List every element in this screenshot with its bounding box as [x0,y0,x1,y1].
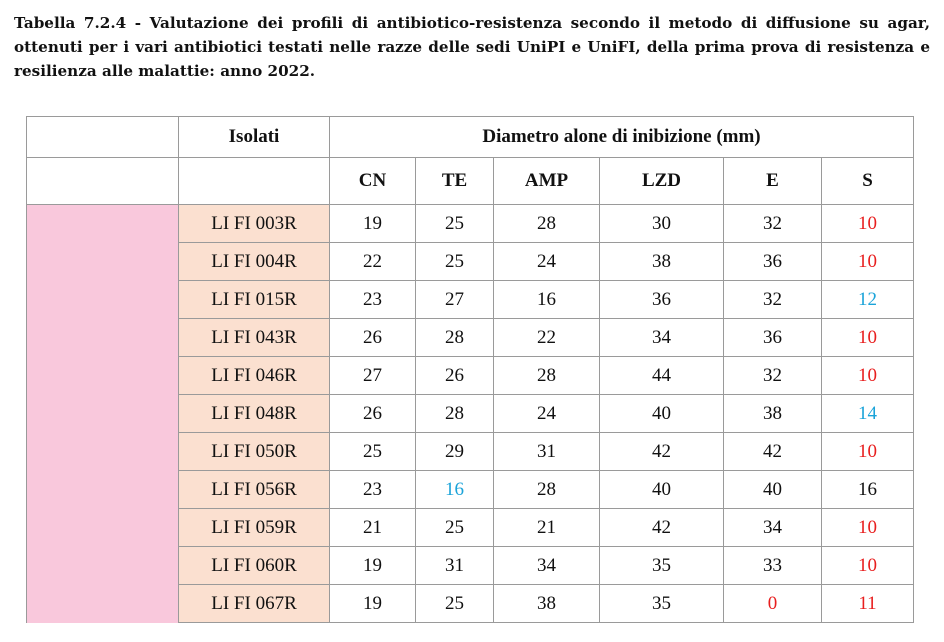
value-cell: 31 [416,547,494,585]
value-cell-resistant: 0 [724,585,822,623]
value-cell-resistant: 10 [822,205,914,243]
value-cell: 19 [330,585,416,623]
value-cell: 25 [416,509,494,547]
value-cell: 32 [724,357,822,395]
antibiotic-resistance-table [26,116,914,623]
value-cell: 23 [330,471,416,509]
value-cell: 28 [494,357,600,395]
value-cell: 36 [724,243,822,281]
corner-cell [27,117,179,158]
value-cell-resistant: 10 [822,433,914,471]
value-cell-intermediate: 12 [822,281,914,319]
value-cell: 25 [416,585,494,623]
value-cell: 27 [330,357,416,395]
value-cell: 16 [822,471,914,509]
header-row-1 [27,117,914,158]
value-cell: 34 [494,547,600,585]
isolate-cell: LI FI 043R [179,319,330,357]
value-cell: 19 [330,547,416,585]
value-cell: 40 [600,471,724,509]
value-cell: 36 [724,319,822,357]
value-cell-intermediate: 14 [822,395,914,433]
value-cell: 42 [724,433,822,471]
value-cell: 42 [600,433,724,471]
value-cell: 28 [416,319,494,357]
value-cell: 32 [724,205,822,243]
value-cell: 26 [416,357,494,395]
value-cell: 24 [494,243,600,281]
value-cell: 28 [494,205,600,243]
value-cell: 29 [416,433,494,471]
isolate-cell: LI FI 046R [179,357,330,395]
value-cell: 38 [724,395,822,433]
antibiotic-header: AMP [494,158,600,205]
value-cell: 28 [416,395,494,433]
isolati-header: Isolati [179,117,330,158]
antibiotic-header: CN [330,158,416,205]
value-cell-resistant: 10 [822,357,914,395]
value-cell: 34 [724,509,822,547]
value-cell: 42 [600,509,724,547]
isolate-cell: LI FI 015R [179,281,330,319]
corner-cell-2 [27,158,179,205]
value-cell: 21 [494,509,600,547]
value-cell: 38 [600,243,724,281]
value-cell: 35 [600,547,724,585]
value-cell-intermediate: 16 [416,471,494,509]
isolate-cell: LI FI 059R [179,509,330,547]
value-cell: 24 [494,395,600,433]
breed-group-cell [27,205,179,623]
value-cell: 35 [600,585,724,623]
isolati-subheader [179,158,330,205]
value-cell: 25 [416,243,494,281]
table-caption: Tabella 7.2.4 - Valutazione dei profili di antibiotico-resistenza secondo il metodo di diffusione su agar, ottenuti per i vari antibiotici testati nelle razze delle sedi UniPI e UniFI, della prima prova di resistenza e resilienza alle malattie: anno 2022. [14,14,930,80]
value-cell: 21 [330,509,416,547]
value-cell: 26 [330,395,416,433]
value-cell: 40 [600,395,724,433]
header-row-2 [27,158,914,205]
value-cell: 28 [494,471,600,509]
table-row [27,205,914,243]
value-cell: 38 [494,585,600,623]
value-cell: 22 [494,319,600,357]
value-cell: 44 [600,357,724,395]
isolate-cell: LI FI 004R [179,243,330,281]
value-cell: 34 [600,319,724,357]
value-cell: 36 [600,281,724,319]
antibiotic-header: E [724,158,822,205]
value-cell-resistant: 11 [822,585,914,623]
antibiotic-header: TE [416,158,494,205]
value-cell: 26 [330,319,416,357]
value-cell-resistant: 10 [822,547,914,585]
value-cell: 22 [330,243,416,281]
value-cell: 25 [330,433,416,471]
isolate-cell: LI FI 056R [179,471,330,509]
isolate-cell: LI FI 048R [179,395,330,433]
value-cell-resistant: 10 [822,319,914,357]
value-cell: 16 [494,281,600,319]
antibiotic-header: S [822,158,914,205]
value-cell: 25 [416,205,494,243]
isolate-cell: LI FI 060R [179,547,330,585]
value-cell: 23 [330,281,416,319]
value-cell: 30 [600,205,724,243]
value-cell: 27 [416,281,494,319]
isolate-cell: LI FI 003R [179,205,330,243]
isolate-cell: LI FI 067R [179,585,330,623]
antibiotic-header: LZD [600,158,724,205]
value-cell: 33 [724,547,822,585]
isolate-cell: LI FI 050R [179,433,330,471]
diametro-header: Diametro alone di inibizione (mm) [330,117,914,158]
value-cell: 31 [494,433,600,471]
value-cell-resistant: 10 [822,243,914,281]
value-cell: 40 [724,471,822,509]
value-cell: 32 [724,281,822,319]
value-cell: 19 [330,205,416,243]
value-cell-resistant: 10 [822,509,914,547]
